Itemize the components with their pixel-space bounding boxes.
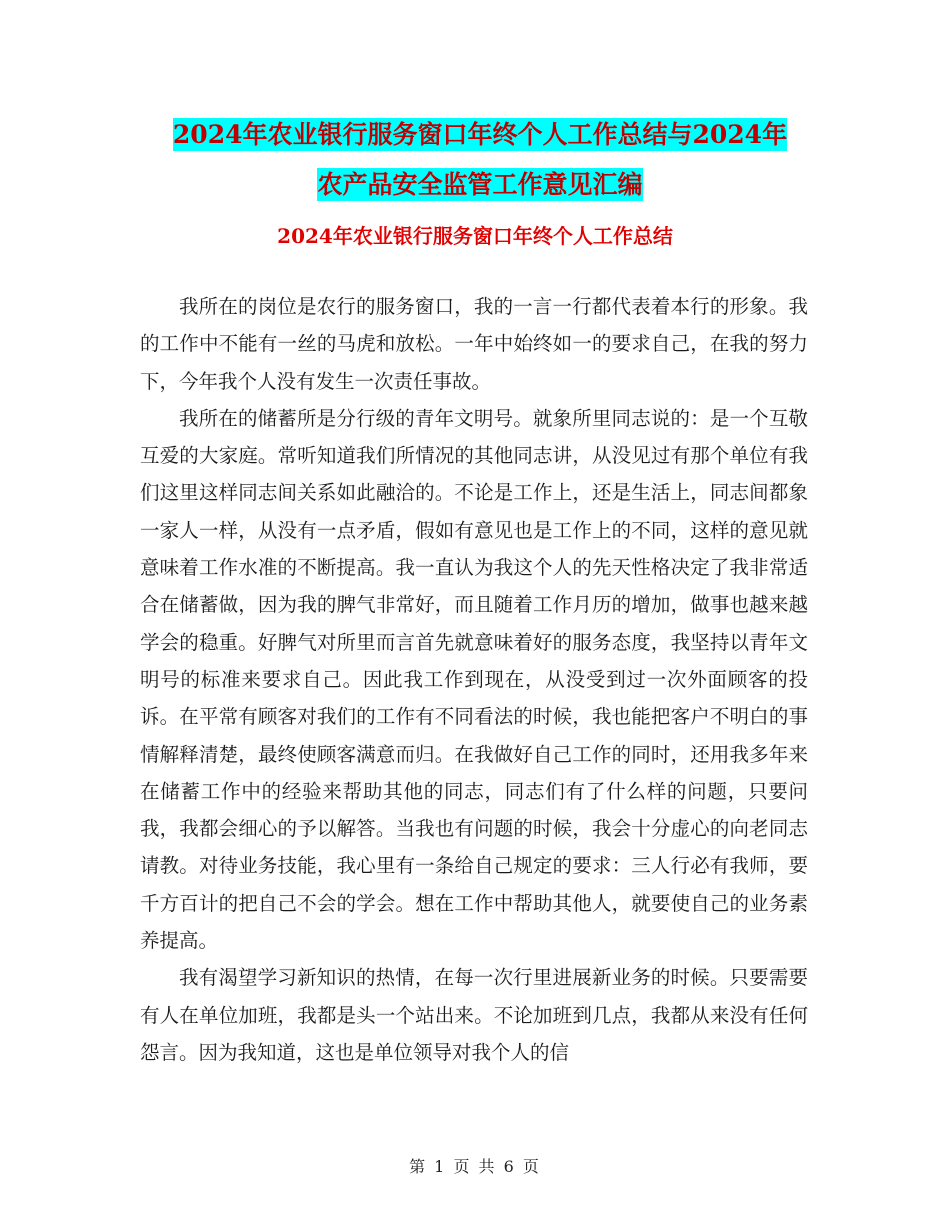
paragraph-2: 我所在的储蓄所是分行级的青年文明号。就象所里同志说的：是一个互敬互爱的大家庭。常听知道我们所情况的其他同志讲，从没见过有那个单位有我们这里这样同志间关系如此融洽的。不论是工作上，还是生活上，同志间都象一家人一样，从没有一点矛盾，假如有意见也是工作上的不同，这样的意见就意味着工作水准的不断提高。我一直认为我这个人的先天性格决定了我非常适合在储蓄做，因为我的脾气非常好，而且随着工作月历的增加，做事也越来越学会的稳重。好脾气对所里而言首先就意味着好的服务态度，我坚持以青年文明号的标准来要求自己。因此我工作到现在，从没受到过一次外面顾客的投诉。在平常有顾客对我们的工作有不同看法的时候，我也能把客户不明白的事情解释清楚，最终使顾客满意而归。在我做好自己工作的同时，还用我多年来在储蓄工作中的经验来帮助其他的同志，同志们有了什么样的问题，只要问我，我都会细心的予以解答。当我也有问题的时候，我会十分虚心的向老同志请教。对待业务技能，我心里有一条给自己规定的要求：三人行必有我师，要千方百计的把自己不会的学会。想在工作中帮助其他人，就要使自己的业务素养提高。 bbox=[140, 406, 808, 953]
document-title bbox=[140, 110, 820, 210]
document-title-line-1: 2024年农业银行服务窗口年终个人工作总结与2024年 bbox=[172, 120, 788, 149]
body-text bbox=[140, 288, 808, 1071]
paragraph-3: 我有渴望学习新知识的热情，在每一次行里进展新业务的时候。只要需要有人在单位加班，我都是头一个站出来。不论加班到几点，我都从来没有任何怨言。因为我知道，这也是单位领导对我个人的信 bbox=[140, 966, 808, 1064]
page-footer: 第 1 页 共 6 页 bbox=[409, 1157, 541, 1176]
section-title: 2024年农业银行服务窗口年终个人工作总结 bbox=[277, 224, 673, 248]
document-title-line-2: 农产品安全监管工作意见汇编 bbox=[317, 170, 643, 199]
paragraph-1: 我所在的岗位是农行的服务窗口，我的一言一行都代表着本行的形象。我的工作中不能有一丝的马虎和放松。一年中始终如一的要求自己，在我的努力下，今年我个人没有发生一次责任事故。 bbox=[140, 295, 808, 393]
